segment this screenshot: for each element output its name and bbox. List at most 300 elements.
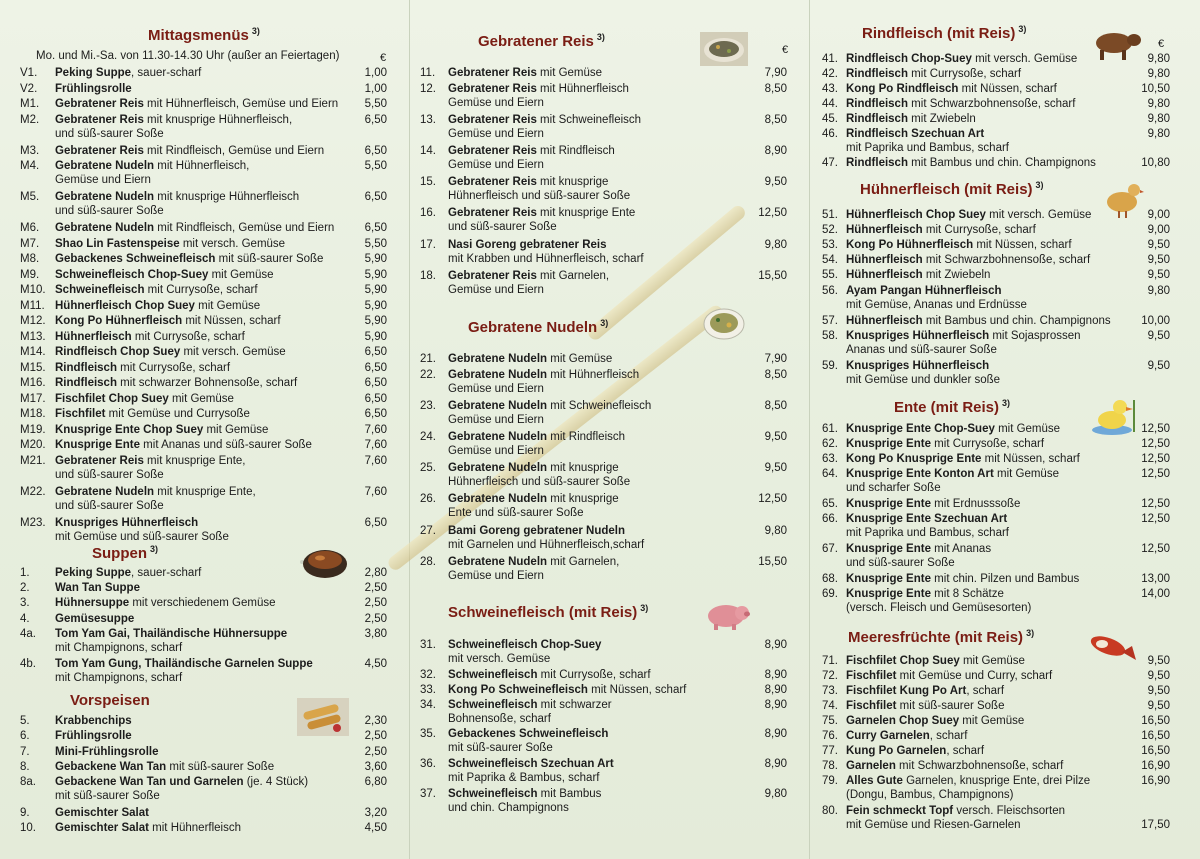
item-number: 24. bbox=[420, 431, 436, 443]
item-name bbox=[846, 208, 1091, 222]
item-detail: mit chin. Pilzen und Bambus bbox=[930, 573, 1080, 585]
item-detail: mit schwarzer Bohnensoße, scharf bbox=[116, 377, 298, 389]
item-detail: mit Nüssen, scharf bbox=[587, 683, 687, 696]
item-name bbox=[448, 727, 608, 741]
panel-middle bbox=[410, 0, 810, 859]
item-price: 9,80 bbox=[764, 238, 787, 251]
item-detail: (je. 4 Stück) bbox=[243, 776, 309, 789]
item-price: 8,50 bbox=[764, 399, 787, 412]
item-price: 9,00 bbox=[1147, 209, 1170, 221]
item-description: mit Gemüse und Riesen-Garnelen bbox=[846, 819, 1021, 831]
item-detail: mit Rindfleisch, Gemüse und Eiern bbox=[154, 222, 335, 234]
item-price: 1,00 bbox=[364, 82, 387, 95]
item-number: 55. bbox=[822, 269, 838, 282]
item-number: 26. bbox=[420, 493, 436, 506]
item-price: 6,50 bbox=[364, 144, 387, 157]
item-number: V1. bbox=[20, 67, 38, 79]
item-number: 36. bbox=[420, 758, 436, 771]
item-detail: mit Bambus bbox=[537, 788, 602, 800]
item-title: Garnelen Chop Suey bbox=[846, 715, 960, 727]
item-name bbox=[55, 190, 299, 204]
item-number: 75. bbox=[822, 715, 838, 727]
item-price: 5,90 bbox=[364, 299, 387, 312]
item-title: Kung Po Garnelen bbox=[846, 745, 947, 757]
item-name bbox=[55, 806, 149, 820]
item-detail: mit Currysoße, scharf bbox=[116, 361, 231, 374]
item-name bbox=[448, 206, 635, 220]
item-title: Knusprige Ente bbox=[846, 588, 931, 600]
item-name bbox=[448, 698, 612, 712]
item-description: mit Garnelen und Hühnerfleisch,scharf bbox=[448, 538, 645, 551]
item-number: M20. bbox=[20, 439, 46, 451]
item-price: 6,50 bbox=[364, 361, 387, 374]
item-title: Fischfilet Chop Suey bbox=[846, 655, 960, 667]
item-price: 3,20 bbox=[364, 806, 387, 819]
item-name bbox=[55, 82, 132, 96]
item-detail: mit knusprige Hühnerfleisch bbox=[154, 191, 300, 203]
item-number: 69. bbox=[822, 588, 838, 600]
item-number: 15. bbox=[420, 176, 436, 189]
item-title: Knuspriges Hühnerfleisch bbox=[846, 360, 990, 372]
item-name bbox=[846, 744, 984, 758]
item-number: 78. bbox=[822, 760, 838, 772]
item-number: 62. bbox=[822, 438, 838, 450]
item-title: Knusprige Ente bbox=[846, 438, 931, 450]
item-description: mit Gemüse und dunkler soße bbox=[846, 374, 1001, 386]
item-title: Rindfleisch Chop-Suey bbox=[846, 53, 972, 65]
item-title: Knusprige Ente bbox=[55, 439, 140, 451]
item-name bbox=[448, 668, 651, 682]
item-price: 12,50 bbox=[1141, 468, 1170, 480]
item-title: Hühnersuppe bbox=[55, 597, 130, 610]
item-number: 25. bbox=[420, 462, 436, 475]
item-price: 7,60 bbox=[364, 423, 387, 436]
item-description: Gemüse und Eiern bbox=[448, 96, 544, 109]
item-detail: mit versch. Gemüse bbox=[180, 346, 286, 358]
item-number: 42. bbox=[822, 67, 838, 80]
item-price: 9,50 bbox=[1147, 685, 1170, 697]
item-detail: , scharf bbox=[929, 730, 968, 742]
item-name bbox=[55, 97, 338, 111]
item-price: 6,50 bbox=[364, 516, 387, 529]
item-title: Hühnerfleisch Chop Suey bbox=[55, 299, 195, 312]
item-name bbox=[448, 430, 625, 444]
item-price: 8,90 bbox=[764, 639, 787, 651]
item-title: Gebackenes Schweinefleisch bbox=[55, 253, 216, 265]
item-price: 8,90 bbox=[764, 728, 787, 741]
heading-huehnerfleisch: Hühnerfleisch (mit Reis) $^{3)}$ bbox=[860, 180, 1044, 198]
heading-mittagsmenues: Mittagsmenüs $^{3)}$ bbox=[148, 26, 260, 44]
item-number: 63. bbox=[822, 453, 838, 465]
item-name bbox=[448, 144, 615, 158]
item-number: 56. bbox=[822, 284, 838, 297]
item-number: 35. bbox=[420, 728, 436, 741]
item-price: 9,00 bbox=[1147, 224, 1170, 237]
item-title: Gebratene Nudeln bbox=[55, 485, 155, 498]
item-name bbox=[846, 97, 1075, 111]
item-title: Hühnerfleisch bbox=[846, 314, 923, 327]
item-name bbox=[846, 587, 1004, 601]
item-title: Gebratene Nudeln bbox=[448, 353, 548, 365]
item-description: Hühnerfleisch und süß-saurer Soße bbox=[448, 476, 631, 489]
item-price: 16,50 bbox=[1141, 715, 1170, 727]
item-description: Gemüse und Eiern bbox=[448, 382, 544, 395]
item-number: M14. bbox=[20, 346, 46, 358]
item-number: 37. bbox=[420, 788, 436, 800]
item-price: 8,90 bbox=[764, 698, 787, 711]
item-name bbox=[846, 512, 1007, 526]
item-title: Gebratener Reis bbox=[55, 98, 144, 110]
item-number: 79. bbox=[822, 775, 838, 787]
item-name bbox=[55, 760, 274, 774]
item-number: 46. bbox=[822, 127, 838, 140]
item-name bbox=[55, 252, 323, 266]
item-title: Gemischter Salat bbox=[55, 822, 149, 835]
item-number: 11. bbox=[420, 67, 436, 79]
item-detail: mit Bambus und chin. Champignons bbox=[907, 157, 1096, 170]
item-detail: , sauer-scharf bbox=[131, 567, 202, 579]
item-name bbox=[846, 67, 1021, 81]
item-number: 65. bbox=[822, 498, 838, 510]
pig-icon bbox=[702, 598, 752, 632]
item-price: 3,60 bbox=[364, 760, 387, 773]
item-number: 1. bbox=[20, 567, 30, 579]
item-detail: mit versch. Gemüse bbox=[971, 53, 1078, 65]
euro-sign: € bbox=[380, 52, 387, 64]
item-title: Kong Po Rindfleisch bbox=[846, 82, 959, 95]
item-name bbox=[846, 329, 1081, 343]
item-name bbox=[55, 299, 260, 313]
item-title: Gebratener Reis bbox=[448, 269, 537, 282]
item-name bbox=[448, 238, 607, 252]
item-price: 13,00 bbox=[1141, 573, 1170, 585]
item-name bbox=[55, 516, 198, 530]
item-title: Gebratene Nudeln bbox=[448, 399, 548, 412]
item-number: 3. bbox=[20, 597, 30, 610]
item-price: 8,90 bbox=[764, 758, 787, 771]
item-description: Hühnerfleisch und süß-saurer Soße bbox=[448, 190, 631, 203]
item-number: M11. bbox=[20, 299, 45, 312]
item-title: Knusprige Ente Chop Suey bbox=[55, 423, 204, 436]
item-name bbox=[846, 714, 1024, 728]
item-name bbox=[846, 729, 967, 743]
item-title: Schweinefleisch Chop-Suey bbox=[55, 268, 209, 281]
item-name bbox=[55, 392, 234, 406]
item-name bbox=[55, 821, 241, 835]
item-name bbox=[846, 284, 1002, 298]
item-description: und chin. Champignons bbox=[448, 802, 569, 814]
item-number: 4. bbox=[20, 612, 30, 625]
heading-gebratene-nudeln: Gebratene Nudeln $^{3)}$ bbox=[468, 318, 609, 336]
item-title: Garnelen bbox=[846, 760, 896, 772]
item-description: und süß-saurer Soße bbox=[448, 221, 557, 234]
lunch-hours: Mo. und Mi.-Sa. von 11.30-14.30 Uhr (außer an Feiertagen) bbox=[36, 50, 340, 62]
item-number: 45. bbox=[822, 112, 838, 125]
item-title: Kong Po Hühnerfleisch bbox=[55, 315, 183, 327]
item-name bbox=[846, 422, 1060, 436]
item-price: 9,50 bbox=[1147, 239, 1170, 252]
item-name bbox=[55, 159, 249, 173]
item-detail: mit Schweinefleisch bbox=[536, 113, 642, 126]
item-detail: mit Gemüse bbox=[208, 268, 274, 281]
item-number: V2. bbox=[20, 82, 38, 95]
heading-suppen: Suppen $^{3)}$ bbox=[92, 544, 159, 562]
item-name bbox=[55, 345, 286, 359]
item-number: 47. bbox=[822, 157, 838, 170]
item-number: 23. bbox=[420, 399, 436, 412]
item-detail: Garnelen, knusprige Ente, drei Pilze bbox=[902, 775, 1091, 787]
item-name bbox=[448, 787, 601, 801]
item-name bbox=[846, 572, 1079, 586]
item-title: Rindfleisch bbox=[846, 97, 908, 110]
item-name bbox=[846, 112, 976, 126]
item-number: M3. bbox=[20, 144, 40, 157]
item-name bbox=[55, 581, 140, 595]
item-detail: mit versch. Gemüse bbox=[985, 209, 1092, 221]
item-title: Knusprige Ente Chop-Suey bbox=[846, 423, 995, 435]
item-number: 12. bbox=[420, 82, 436, 95]
item-price: 2,50 bbox=[364, 730, 387, 743]
item-description: Ananas und süß-saurer Soße bbox=[846, 343, 997, 356]
item-price: 5,90 bbox=[364, 253, 387, 265]
item-number: 80. bbox=[822, 805, 838, 817]
item-description: mit süß-saurer Soße bbox=[448, 742, 553, 755]
item-name bbox=[55, 423, 268, 437]
item-detail: mit Currysoße, scharf bbox=[131, 330, 245, 343]
item-name bbox=[448, 175, 608, 189]
item-description: mit Paprika und Bambus, scharf bbox=[846, 141, 1009, 154]
item-detail: mit Zwiebeln bbox=[922, 269, 991, 282]
item-detail: mit Gemüse bbox=[203, 423, 269, 436]
item-number: 43. bbox=[822, 82, 838, 95]
item-price: 12,50 bbox=[1141, 453, 1170, 465]
item-number: M17. bbox=[20, 392, 46, 405]
item-title: Peking Suppe bbox=[55, 67, 132, 79]
item-name bbox=[55, 330, 245, 344]
item-number: 58. bbox=[822, 329, 838, 342]
heading-schweinefleisch: Schweinefleisch (mit Reis) $^{3)}$ bbox=[448, 603, 649, 621]
item-detail: mit Schwarzbohnensoße, scharf bbox=[922, 254, 1091, 267]
item-price: 10,50 bbox=[1141, 82, 1170, 95]
item-price: 9,80 bbox=[764, 788, 787, 800]
item-detail: mit Schwarzbohnensoße, scharf bbox=[907, 97, 1076, 110]
item-detail: mit Garnelen, bbox=[547, 555, 620, 568]
item-title: Gebratene Nudeln bbox=[448, 462, 548, 475]
item-detail: mit Gemüse bbox=[194, 299, 261, 312]
item-title: Wan Tan Suppe bbox=[55, 582, 140, 595]
item-number: 52. bbox=[822, 224, 838, 237]
item-price: 12,50 bbox=[1141, 423, 1170, 435]
item-detail: mit knusprige Ente, bbox=[154, 485, 256, 498]
item-title: Gebratener Reis bbox=[448, 145, 537, 157]
item-title: Rindfleisch bbox=[846, 67, 908, 80]
item-description: und süß-saurer Soße bbox=[55, 499, 164, 512]
item-price: 6,50 bbox=[364, 392, 387, 405]
item-name bbox=[55, 237, 285, 251]
item-name bbox=[448, 683, 686, 697]
item-price: 6,50 bbox=[364, 222, 387, 234]
item-title: Schweinefleisch bbox=[448, 698, 538, 711]
item-number: M12. bbox=[20, 315, 46, 327]
item-number: 73. bbox=[822, 685, 838, 697]
item-title: Gebratener Reis bbox=[55, 113, 144, 126]
item-number: 72. bbox=[822, 670, 838, 682]
item-number: 8. bbox=[20, 760, 30, 773]
item-detail: mit süß-saurer Soße bbox=[215, 253, 324, 265]
item-detail: mit Gemüse bbox=[168, 392, 234, 405]
item-title: Fischfilet bbox=[846, 700, 897, 712]
item-number: 18. bbox=[420, 269, 436, 282]
item-title: Frühlingsrolle bbox=[55, 82, 132, 95]
item-detail: mit 8 Schätze bbox=[930, 588, 1004, 600]
item-description: mit Paprika und Bambus, scharf bbox=[846, 527, 1009, 539]
item-number: M13. bbox=[20, 330, 46, 343]
item-price: 4,50 bbox=[364, 658, 387, 671]
item-price: 15,50 bbox=[758, 555, 787, 568]
item-price: 9,80 bbox=[1147, 284, 1170, 297]
item-description: und süß-saurer Soße bbox=[846, 557, 955, 569]
item-number: 74. bbox=[822, 700, 838, 712]
item-name bbox=[55, 627, 287, 641]
item-description: Bohnensoße, scharf bbox=[448, 712, 551, 725]
item-name bbox=[448, 555, 619, 569]
item-title: Nasi Goreng gebratener Reis bbox=[448, 238, 607, 251]
item-name bbox=[55, 66, 201, 80]
item-title: Kong Po Hühnerfleisch bbox=[846, 239, 974, 252]
fried-rice-icon bbox=[700, 32, 748, 66]
item-price: 10,80 bbox=[1141, 157, 1170, 170]
item-name bbox=[846, 52, 1077, 66]
item-title: Gebratener Reis bbox=[55, 454, 144, 467]
item-number: 76. bbox=[822, 730, 838, 742]
item-description: mit Champignons, scharf bbox=[55, 641, 183, 654]
item-title: Rindfleisch bbox=[846, 157, 908, 170]
panel-left bbox=[0, 0, 410, 859]
item-title: Peking Suppe bbox=[55, 567, 132, 579]
item-detail: mit süß-saurer Soße bbox=[166, 760, 275, 773]
item-title: Curry Garnelen bbox=[846, 730, 930, 742]
item-name bbox=[448, 82, 629, 96]
item-description: mit süß-saurer Soße bbox=[55, 790, 160, 803]
item-title: Schweinefleisch bbox=[55, 284, 145, 296]
item-name bbox=[846, 467, 1059, 481]
item-price: 5,90 bbox=[364, 315, 387, 327]
item-title: Knusprige Ente bbox=[846, 498, 931, 510]
item-detail: mit Nüssen, scharf bbox=[973, 239, 1072, 252]
item-title: Mini-Frühlingsrolle bbox=[55, 745, 159, 758]
item-description: mit versch. Gemüse bbox=[448, 653, 551, 665]
item-description: Gemüse und Eiern bbox=[448, 413, 544, 426]
item-price: 9,50 bbox=[1147, 329, 1170, 342]
item-number: M19. bbox=[20, 423, 46, 436]
item-detail: mit Gemüse bbox=[959, 655, 1025, 667]
spring-rolls-icon bbox=[297, 698, 349, 736]
item-price: 16,50 bbox=[1141, 730, 1170, 742]
item-name bbox=[448, 524, 625, 538]
item-detail: mit knusprige bbox=[547, 462, 619, 475]
item-detail: mit Rindfleisch bbox=[547, 431, 626, 443]
item-number: 57. bbox=[822, 314, 838, 327]
item-title: Knusprige Ente Szechuan Art bbox=[846, 513, 1008, 525]
item-price: 6,80 bbox=[364, 776, 387, 789]
item-price: 5,50 bbox=[364, 237, 387, 250]
item-name bbox=[55, 729, 132, 743]
item-title: Fischfilet Chop Suey bbox=[55, 392, 169, 405]
item-name bbox=[55, 612, 134, 626]
item-title: Schweinefleisch bbox=[448, 788, 538, 800]
item-detail: mit Currysoße, scharf bbox=[537, 668, 651, 681]
item-price: 17,50 bbox=[1141, 819, 1170, 831]
item-title: Gebratener Reis bbox=[448, 207, 537, 220]
item-title: Tom Yam Gung, Thailändische Garnelen Suppe bbox=[55, 658, 313, 671]
item-number: M21. bbox=[20, 454, 46, 467]
item-number: 14. bbox=[420, 145, 436, 157]
item-number: 61. bbox=[822, 423, 838, 435]
item-number: M18. bbox=[20, 408, 46, 420]
item-detail: mit Nüssen, scharf bbox=[182, 315, 281, 327]
item-detail: mit Gemüse bbox=[547, 353, 613, 365]
item-name bbox=[846, 669, 1052, 683]
item-name bbox=[846, 253, 1090, 267]
item-detail: mit Currysoße, scharf bbox=[144, 284, 258, 296]
item-title: Rindfleisch bbox=[55, 361, 117, 374]
soup-bowl-icon bbox=[300, 542, 350, 582]
item-detail: mit Zwiebeln bbox=[907, 112, 976, 125]
item-name bbox=[846, 699, 1004, 713]
item-price: 1,00 bbox=[364, 67, 387, 79]
heading-meeresfruechte: Meeresfrüchte (mit Reis) $^{3)}$ bbox=[848, 628, 1035, 646]
item-price: 9,50 bbox=[764, 176, 787, 189]
item-name bbox=[55, 714, 132, 728]
item-detail: , sauer-scharf bbox=[131, 67, 202, 79]
item-detail: mit Hühnerfleisch bbox=[547, 368, 640, 381]
item-number: M16. bbox=[20, 377, 46, 389]
item-detail: mit Gemüse und Currysoße bbox=[105, 408, 250, 420]
item-detail: mit Sojasprossen bbox=[989, 329, 1081, 342]
item-price: 9,80 bbox=[1147, 97, 1170, 110]
item-title: Ayam Pangan Hühnerfleisch bbox=[846, 284, 1002, 297]
item-price: 8,50 bbox=[764, 82, 787, 95]
item-name bbox=[448, 461, 619, 475]
item-price: 9,50 bbox=[1147, 269, 1170, 282]
item-price: 16,90 bbox=[1141, 775, 1170, 787]
item-number: 2. bbox=[20, 582, 30, 595]
item-title: Knuspriges Hühnerfleisch bbox=[846, 329, 990, 342]
item-number: 4b. bbox=[20, 658, 36, 671]
item-title: Hühnerfleisch bbox=[846, 254, 923, 267]
item-detail: mit Bambus und chin. Champignons bbox=[922, 314, 1111, 327]
item-number: 71. bbox=[822, 655, 838, 667]
item-number: 32. bbox=[420, 668, 436, 681]
heading-ente: Ente (mit Reis) $^{3)}$ bbox=[894, 398, 1011, 416]
item-name bbox=[55, 745, 159, 759]
heading-vorspeisen: Vorspeisen bbox=[70, 692, 150, 709]
item-price: 12,50 bbox=[758, 493, 787, 506]
item-detail: mit Nüssen, scharf bbox=[981, 453, 1080, 465]
item-detail: mit süß-saurer Soße bbox=[896, 700, 1005, 712]
item-detail: mit knusprige Ente, bbox=[143, 454, 246, 467]
item-description: Ente und süß-saurer Soße bbox=[448, 507, 584, 520]
item-number: M8. bbox=[20, 253, 40, 265]
item-title: Rindfleisch bbox=[846, 112, 908, 125]
item-description: mit Gemüse, Ananas und Erdnüsse bbox=[846, 298, 1027, 311]
item-title: Gemischter Salat bbox=[55, 806, 149, 819]
item-price: 6,50 bbox=[364, 408, 387, 420]
item-price: 9,80 bbox=[1147, 112, 1170, 125]
item-detail: mit Garnelen, bbox=[536, 269, 610, 282]
item-name bbox=[846, 127, 984, 141]
item-title: Gebackenes Schweinefleisch bbox=[448, 728, 609, 741]
